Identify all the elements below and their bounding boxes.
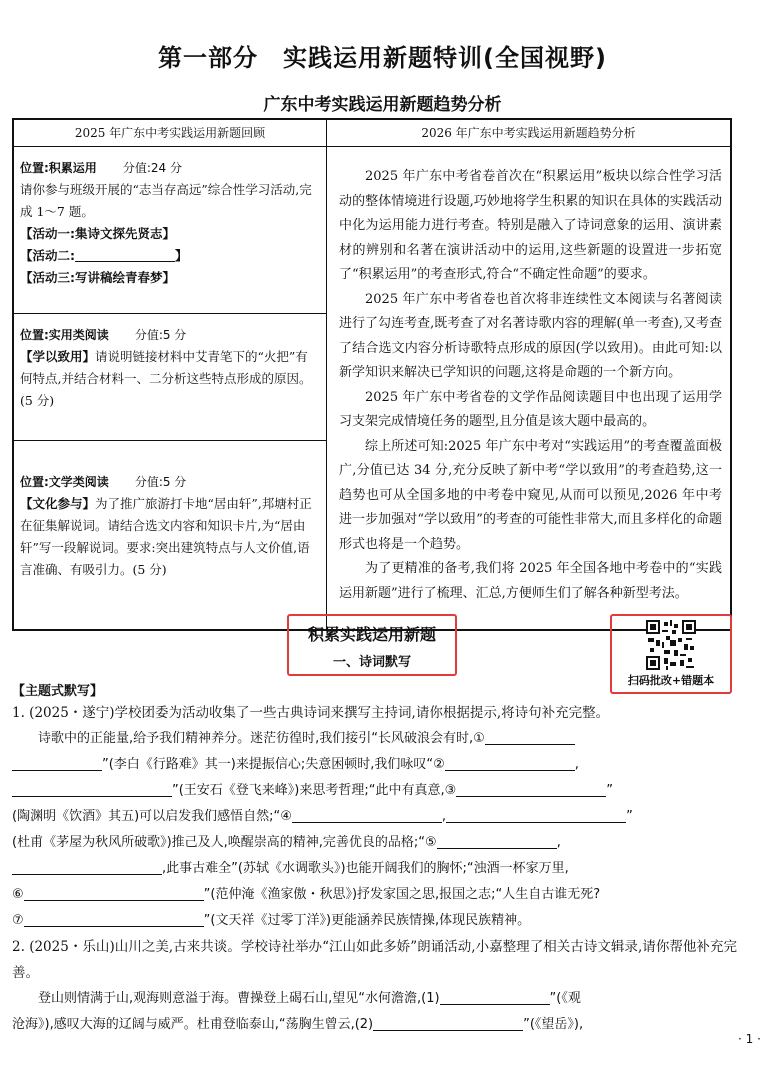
answer-blank[interactable] (440, 988, 550, 1005)
question-stem: 2. (2025・乐山)山川之美,古来共谈。学校诗社举办“江山如此多娇”朗诵活动,小嘉整理了相关古诗文辑录,请你帮他补充完善。 (12, 939, 737, 981)
cell-text: 请说明链接材料中艾青笔下的“火把”有何特点,并结合材料一、二分析这些特点形成的原因。(5 分) (20, 349, 312, 408)
answer-blank[interactable] (24, 884, 204, 901)
theme-heading: 【主题式默写】 (12, 684, 104, 699)
score-label: 分值:24 分 (122, 161, 182, 175)
section-heading-box (287, 614, 457, 676)
answer-blank[interactable] (373, 1014, 523, 1031)
page-subtitle: 广东中考实践运用新题趋势分析 (263, 95, 502, 115)
qr-code-icon[interactable] (646, 620, 696, 670)
analysis-paragraph: 为了更精准的备考,我们将 2025 年全国各地中考卷中的“实践运用新题”进行了梳理、汇总,方便师生们了解各种新型考法。 (339, 561, 722, 601)
table-header-right: 2026 年广东中考实践运用新题趋势分析 (327, 119, 732, 147)
position-label: 位置:积累运用 (20, 161, 97, 175)
page-number: · 1 · (738, 1032, 761, 1046)
qr-label: 扫码批改+错题本 (627, 674, 715, 687)
qr-code-box[interactable] (610, 614, 732, 694)
answer-blank[interactable] (12, 858, 162, 875)
answer-blank[interactable] (12, 754, 102, 771)
analysis-paragraph: 综上所述可知:2025 年广东中考对“实践运用”的考查覆盖面极广,分值已达 34 分,充分反映了新中考“学以致用”的考查趋势,这一趋势也可从全国多地的中考卷中窥见,从而可以预见,2026 年中考进一步加强对“学以致用”的考查的可能性非常大,而且多样化的命题形式也将是一个趋势。 (339, 438, 722, 552)
section-title: 积累实践运用新题 (307, 625, 436, 644)
answer-blank[interactable] (445, 754, 575, 771)
review-cell-accumulation (13, 147, 327, 314)
activity-2: 【活动二: 】 (20, 248, 188, 263)
cell-text: 请你参与班级开展的“志当存高远”综合性学习活动,完成 1～7 题。 (20, 182, 312, 219)
trend-analysis-cell (327, 147, 732, 631)
score-label: 分值:5 分 (134, 328, 187, 342)
position-label: 位置:文学类阅读 (20, 475, 109, 489)
table-header-left: 2025 年广东中考实践运用新题回顾 (13, 119, 327, 147)
analysis-paragraph: 2025 年广东中考省卷也首次将非连续性文本阅读与名著阅读进行了勾连考查,既考查了对名著诗歌内容的理解(单一考查),又考查了结合选文内容分析诗歌特点形成的原因(学以致用)。由此可知:以新学知识来解决已学知识的问题,这将是命题的一个新方向。 (339, 291, 722, 380)
answer-blank[interactable] (446, 806, 626, 823)
answer-blank[interactable] (75, 247, 175, 262)
position-label: 位置:实用类阅读 (20, 328, 109, 342)
activity-1: 【活动一:集诗文探先贤志】 (20, 226, 175, 241)
review-cell-practical-reading (13, 314, 327, 441)
question-2: 2. (2025・乐山)山川之美,古来共谈。学校诗社举办“江山如此多娇”朗诵活动,小嘉整理了相关古诗文辑录,请你帮他补充完善。 登山则情满于山,观海则意溢于海。曹操登上碣石山,望见“水何澹澹,(1) ”(《观 沧海》),感叹大海的辽阔与威严。杜甫登临泰山,“荡胸生曾云,(2) ”(《望岳》), (12, 934, 737, 1038)
section-subtitle: 一、诗词默写 (332, 655, 411, 670)
cell-text: 为了推广旅游打卡地“居由轩”,邦塘村正在征集解说词。请结合选文内容和知识卡片,为“居由轩”写一段解说词。要求:突出建筑特点与人文价值,语言准确、有吸引力。(5 分) (20, 496, 312, 577)
question-1: 1. (2025・遂宁)学校团委为活动收集了一些古典诗词来撰写主持词,请你根据提示,将诗句补充完整。 诗歌中的正能量,给予我们精神养分。迷茫彷徨时,我们接引“长风破浪会有时,① ”(李白《行路难》其一)来提振信心;失意困顿时,我们咏叹“② , ”(王安石《登飞来峰》)来思考哲理;“此中有真意,③ ” (陶渊明《饮酒》其五)可以启发我们感悟自然;“④ , ” (杜甫《茅屋为秋风所破歌》)推己及人,唤醒崇高的精神,完善优良的品格;“⑤ , ,此事古难全”(苏轼《水调歌头》)也能开阔我们的胸怀;“浊酒一杯家万里, ⑥ ”(范仲淹《渔家傲・秋思》)抒发家国之思,报国之志;“人生自古谁无死? ⑦ ”(文天祥《过零丁洋》)更能涵养民族情操,体现民族精神。 (12, 700, 737, 934)
answer-blank[interactable] (24, 910, 204, 927)
review-cell-literary-reading (13, 441, 327, 631)
answer-blank[interactable] (292, 806, 442, 823)
trend-table (12, 118, 732, 631)
task-tag: 【文化参与】 (20, 496, 96, 511)
activity-3: 【活动三:写讲稿绘青春梦】 (20, 270, 175, 285)
answer-blank[interactable] (12, 780, 172, 797)
analysis-paragraph: 2025 年广东中考省卷首次在“积累运用”板块以综合性学习活动的整体情境进行设题,巧妙地将学生积累的知识在具体的实践活动中化为运用能力进行考查。特别是融入了诗词意象的运用、演讲素材的辨别和名著在演讲活动中的运用,这些新题的设置进一步拓宽了“积累运用”的考查形式,符合“不确定性命题”的要求。 (339, 169, 722, 282)
task-tag: 【学以致用】 (20, 349, 96, 364)
answer-blank[interactable] (437, 832, 557, 849)
score-label: 分值:5 分 (134, 475, 187, 489)
page-title: 第一部分 实践运用新题特训(全国视野) (158, 44, 607, 72)
question-stem: 1. (2025・遂宁)学校团委为活动收集了一些古典诗词来撰写主持词,请你根据提示,将诗句补充完整。 (12, 705, 610, 721)
answer-blank[interactable] (485, 728, 575, 745)
answer-blank[interactable] (456, 780, 606, 797)
analysis-paragraph: 2025 年广东中考省卷的文学作品阅读题目中也出现了运用学习支架完成情境任务的题型,且分值是该大题中最高的。 (339, 389, 722, 429)
